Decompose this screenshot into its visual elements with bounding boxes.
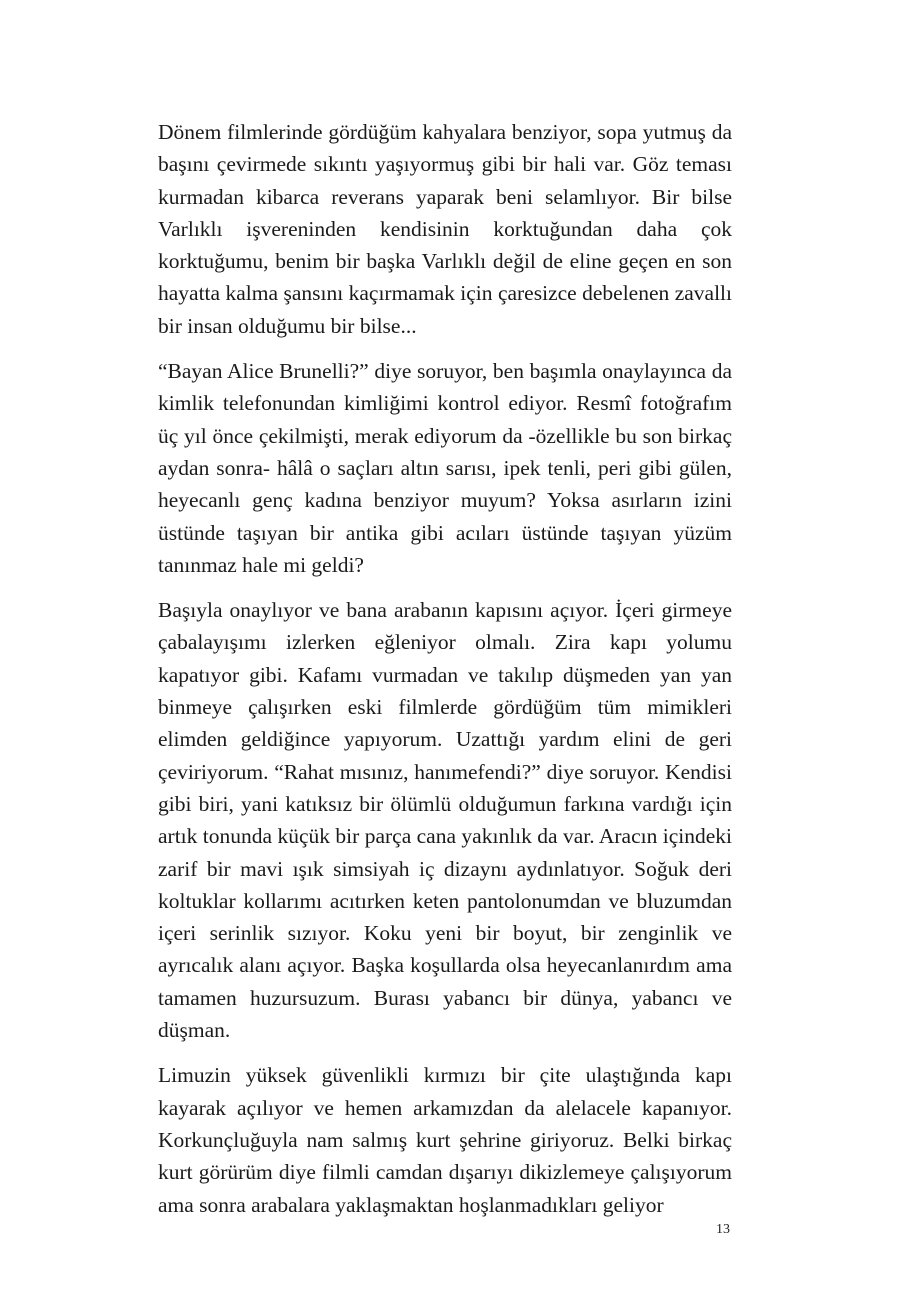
page-number: 13 (716, 1222, 730, 1237)
paragraph: Başıyla onaylıyor ve bana arabanın kapısını açıyor. İçeri girmeye çabalayışımı izlerken eğleniyor olmalı. Zira kapı yolumu kapatıyor gibi. Kafamı vurmadan ve takılıp düşmeden yan yan binmeye çalışırken eski filmlerde gördüğüm tüm mimikleri elimden geldiğince yapıyorum. Uzattığı yardım elini de geri çeviriyorum. “Rahat mısınız, hanımefendi?” diye soruyor. Kendisi gibi biri, yani katıksız bir ölümlü olduğumun farkına vardığı için artık tonunda küçük bir parça cana yakınlık da var. Aracın içindeki zarif bir mavi ışık simsiyah iç dizaynı aydınlatıyor. Soğuk deri koltuklar kollarımı acıtırken keten pantolonumdan ve bluzumdan içeri serinlik sızıyor. Koku yeni bir boyut, bir zenginlik ve ayrıcalık alanı açıyor. Başka koşullarda olsa heyecanlanırdım ama tamamen huzursuzum. Burası yabancı bir dünya, yabancı ve düşman. (158, 598, 732, 1043)
paragraph: Limuzin yüksek güvenlikli kırmızı bir çite ulaştığında kapı kayarak açılıyor ve hemen arkamızdan da alelacele kapanıyor. Korkunçluğuyla nam salmış kurt şehrine giriyoruz. Belki birkaç kurt görürüm diye filmli camdan dışarıyı dikizlemeye çalışıyorum ama sonra arabalara yaklaşmaktan hoşlanmadıkları geliyor (158, 1063, 732, 1217)
body-text (158, 116, 732, 1234)
paragraph: Dönem filmlerinde gördüğüm kahyalara benziyor, sopa yutmuş da başını çevirmede sıkıntı yaşıyormuş gibi bir hali var. Göz teması kurmadan kibarca reverans yaparak beni selamlıyor. Bir bilse Varlıklı işvereninden kendisinin korktuğundan daha çok korktuğumu, benim bir başka Varlıklı değil de eline geçen en son hayatta kalma şansını kaçırmamak için çaresizce debelenen zavallı bir insan olduğumu bir bilse... (158, 120, 732, 338)
paragraph: “Bayan Alice Brunelli?” diye soruyor, ben başımla onaylayınca da kimlik telefonundan kimliğimi kontrol ediyor. Resmî fotoğrafım üç yıl önce çekilmişti, merak ediyorum da -özellikle bu son birkaç aydan sonra- hâlâ o saçları altın sarısı, ipek tenli, peri gibi gülen, heyecanlı genç kadına benziyor muyum? Yoksa asırların izini üstünde taşıyan bir antika gibi acıları üstünde taşıyan yüzüm tanınmaz hale mi geldi? (158, 359, 732, 577)
